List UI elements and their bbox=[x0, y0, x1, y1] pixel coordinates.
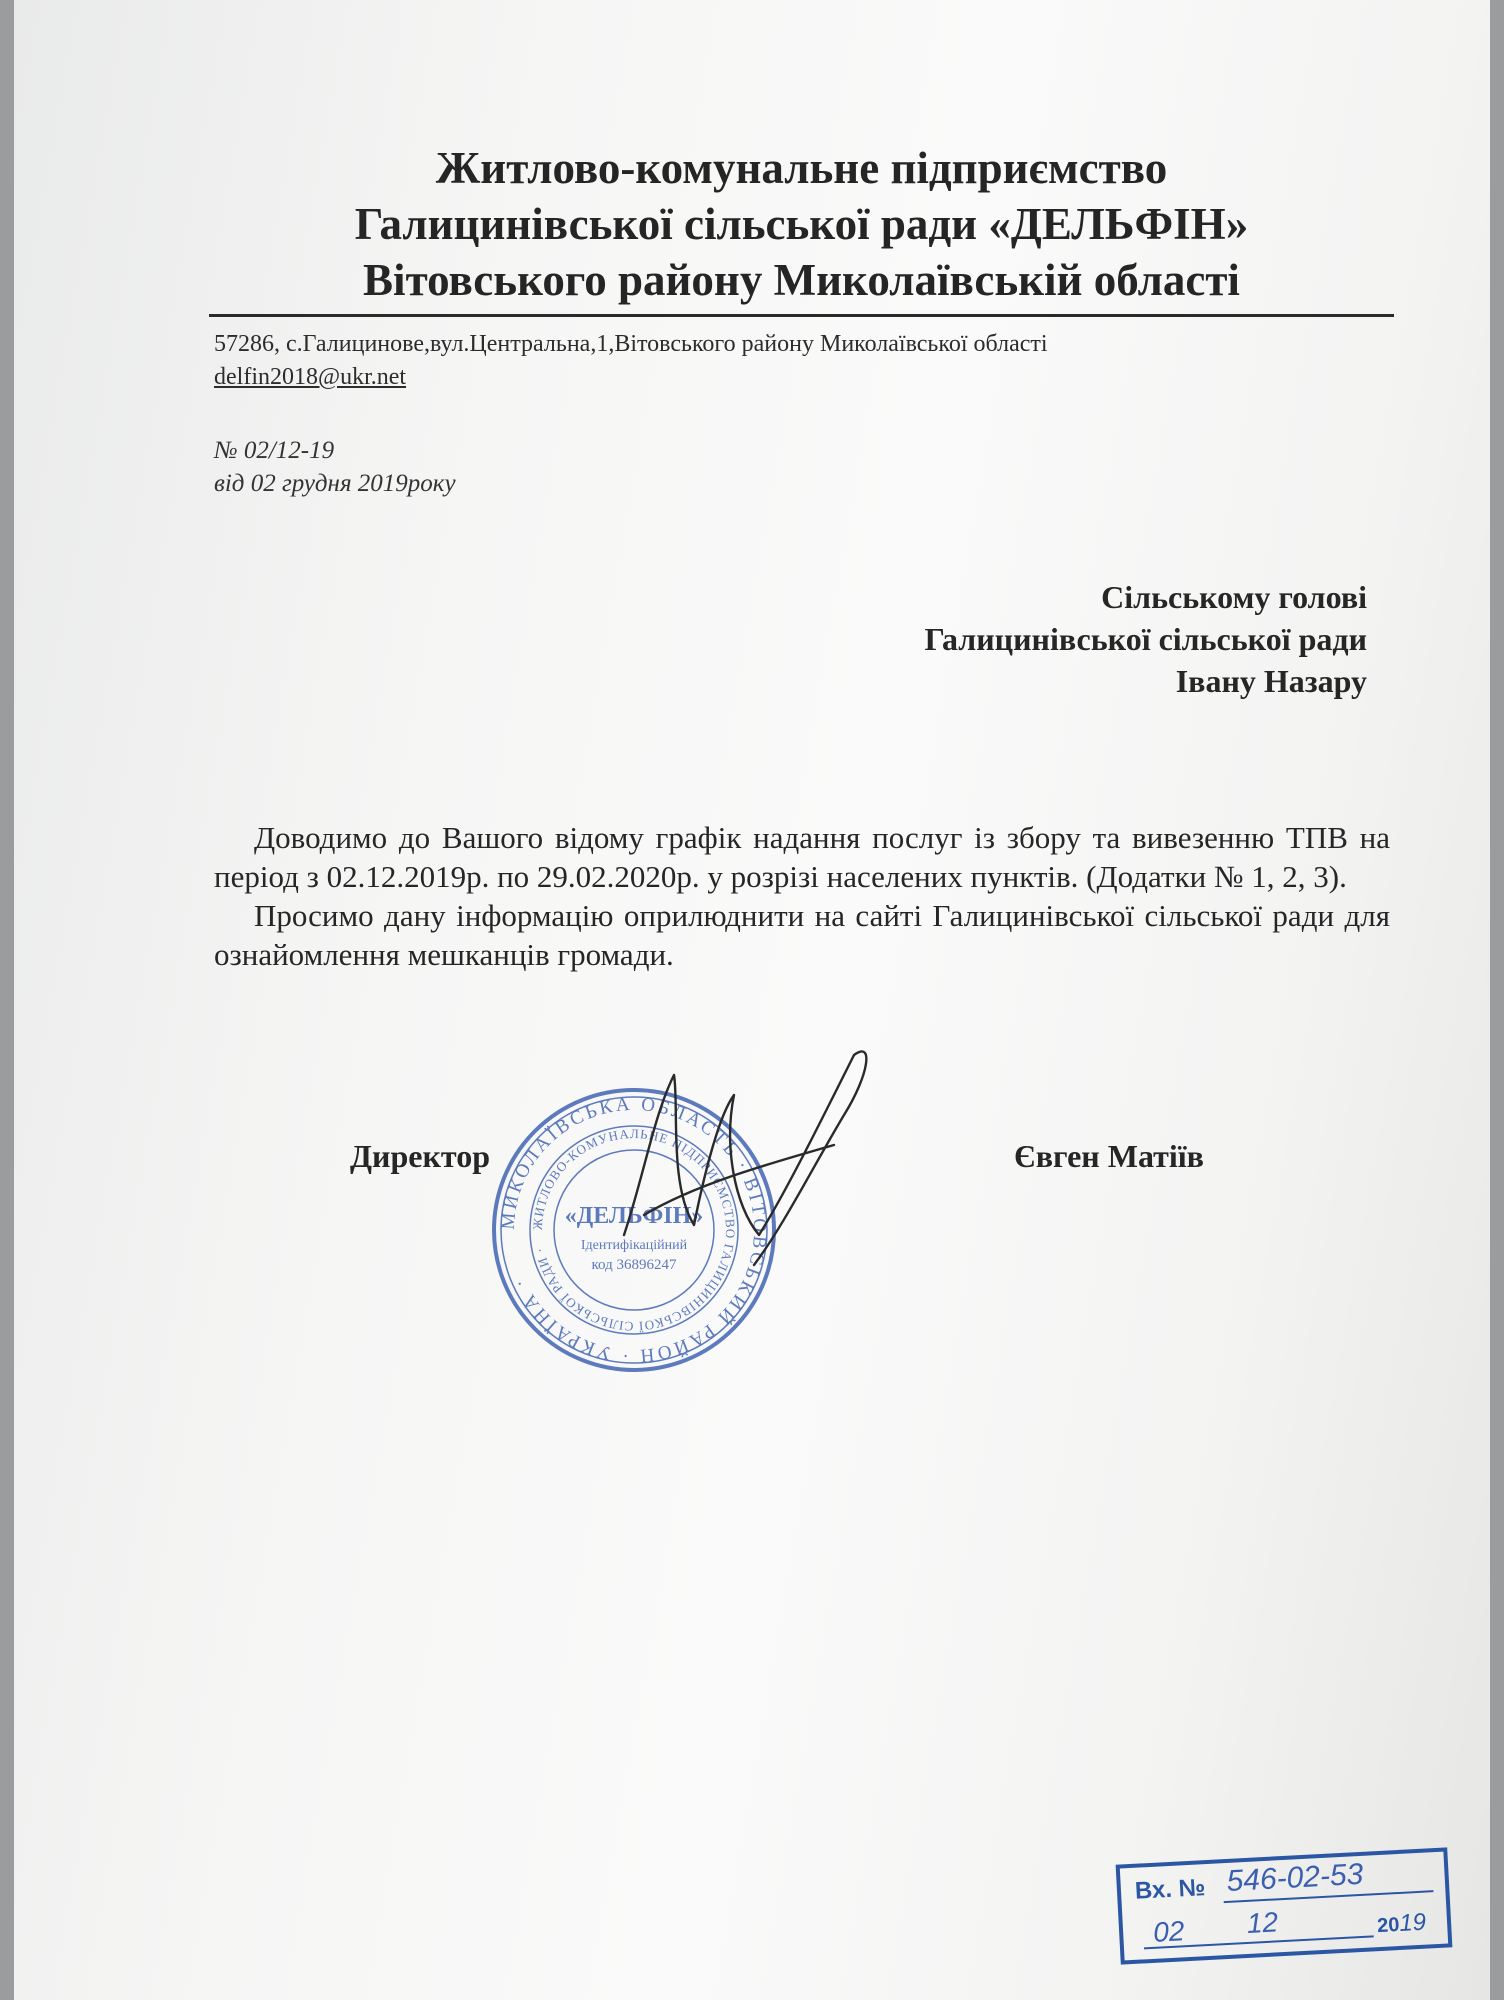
stamp-month: 12 bbox=[1246, 1906, 1279, 1939]
letter-page bbox=[14, 0, 1490, 2000]
svg-text:Ідентифікаційний: Ідентифікаційний bbox=[580, 1238, 688, 1253]
body-paragraph-2: Просимо дану інформацію оприлюднити на сайті Галицинівської сільської ради для ознайомлення мешканців громади. bbox=[214, 898, 1390, 972]
recipient-block bbox=[924, 576, 1367, 702]
stamp-label: Вх. № bbox=[1134, 1874, 1207, 1905]
reference-date: від 02 грудня 2019року bbox=[214, 470, 456, 497]
handwritten-signature bbox=[584, 1035, 884, 1285]
svg-text:МИКОЛАЇВСЬКА ОБЛАСТЬ · ВІТОВСЬ: МИКОЛАЇВСЬКА ОБЛАСТЬ · ВІТОВСЬКИЙ РАЙОН · УКРАЇНА · bbox=[497, 1093, 771, 1367]
body-paragraph-1: Доводимо до Вашого відому графік надання послуг із збору та вивезенню ТПВ на період з 02.12.2019р. по 29.02.2020р. у розрізі населених пунктів. (Додатки № 1, 2, 3). bbox=[214, 820, 1390, 894]
signatory-name: Євген Матіїв bbox=[1014, 1138, 1204, 1174]
signatory-title: Директор bbox=[350, 1138, 490, 1174]
stamp-registration-number: 546-02-53 bbox=[1225, 1857, 1365, 1898]
letterhead-divider bbox=[209, 314, 1394, 317]
stamp-year: 2019 bbox=[1376, 1908, 1427, 1938]
contact-block bbox=[214, 328, 1048, 394]
incoming-registration-stamp bbox=[1116, 1847, 1453, 1964]
org-name-line3: Вітовського району Миколаївській області bbox=[363, 255, 1240, 305]
org-address: 57286, с.Галицинове,вул.Центральна,1,Вітовського району Миколаївської області bbox=[214, 331, 1048, 357]
reference-number: № 02/12-19 bbox=[214, 437, 335, 464]
org-name-line1: Житлово-комунальне підприємство bbox=[435, 143, 1168, 193]
recipient-line1: Сільському голові bbox=[1101, 579, 1367, 615]
stamp-day: 02 bbox=[1152, 1915, 1186, 1948]
svg-text:ЖИТЛОВО-КОМУНАЛЬНЕ ПІДПРИЄМСТВ: ЖИТЛОВО-КОМУНАЛЬНЕ ПІДПРИЄМСТВО ГАЛИЦИНІВСЬКОЇ СІЛЬСЬКОЇ РАДИ · bbox=[529, 1125, 739, 1335]
recipient-line2: Галицинівської сільської ради bbox=[924, 621, 1367, 657]
recipient-line3: Івану Назару bbox=[1175, 663, 1367, 699]
outgoing-reference bbox=[214, 434, 456, 500]
org-name-line2: Галицинівської сільської ради «ДЕЛЬФІН» bbox=[354, 199, 1249, 249]
svg-text:код 36896247: код 36896247 bbox=[591, 1257, 677, 1273]
org-email: delfin2018@ukr.net bbox=[214, 364, 407, 390]
letter-body bbox=[214, 818, 1390, 974]
letterhead bbox=[209, 140, 1394, 308]
svg-text:«ДЕЛЬФІН»: «ДЕЛЬФІН» bbox=[564, 1203, 704, 1229]
